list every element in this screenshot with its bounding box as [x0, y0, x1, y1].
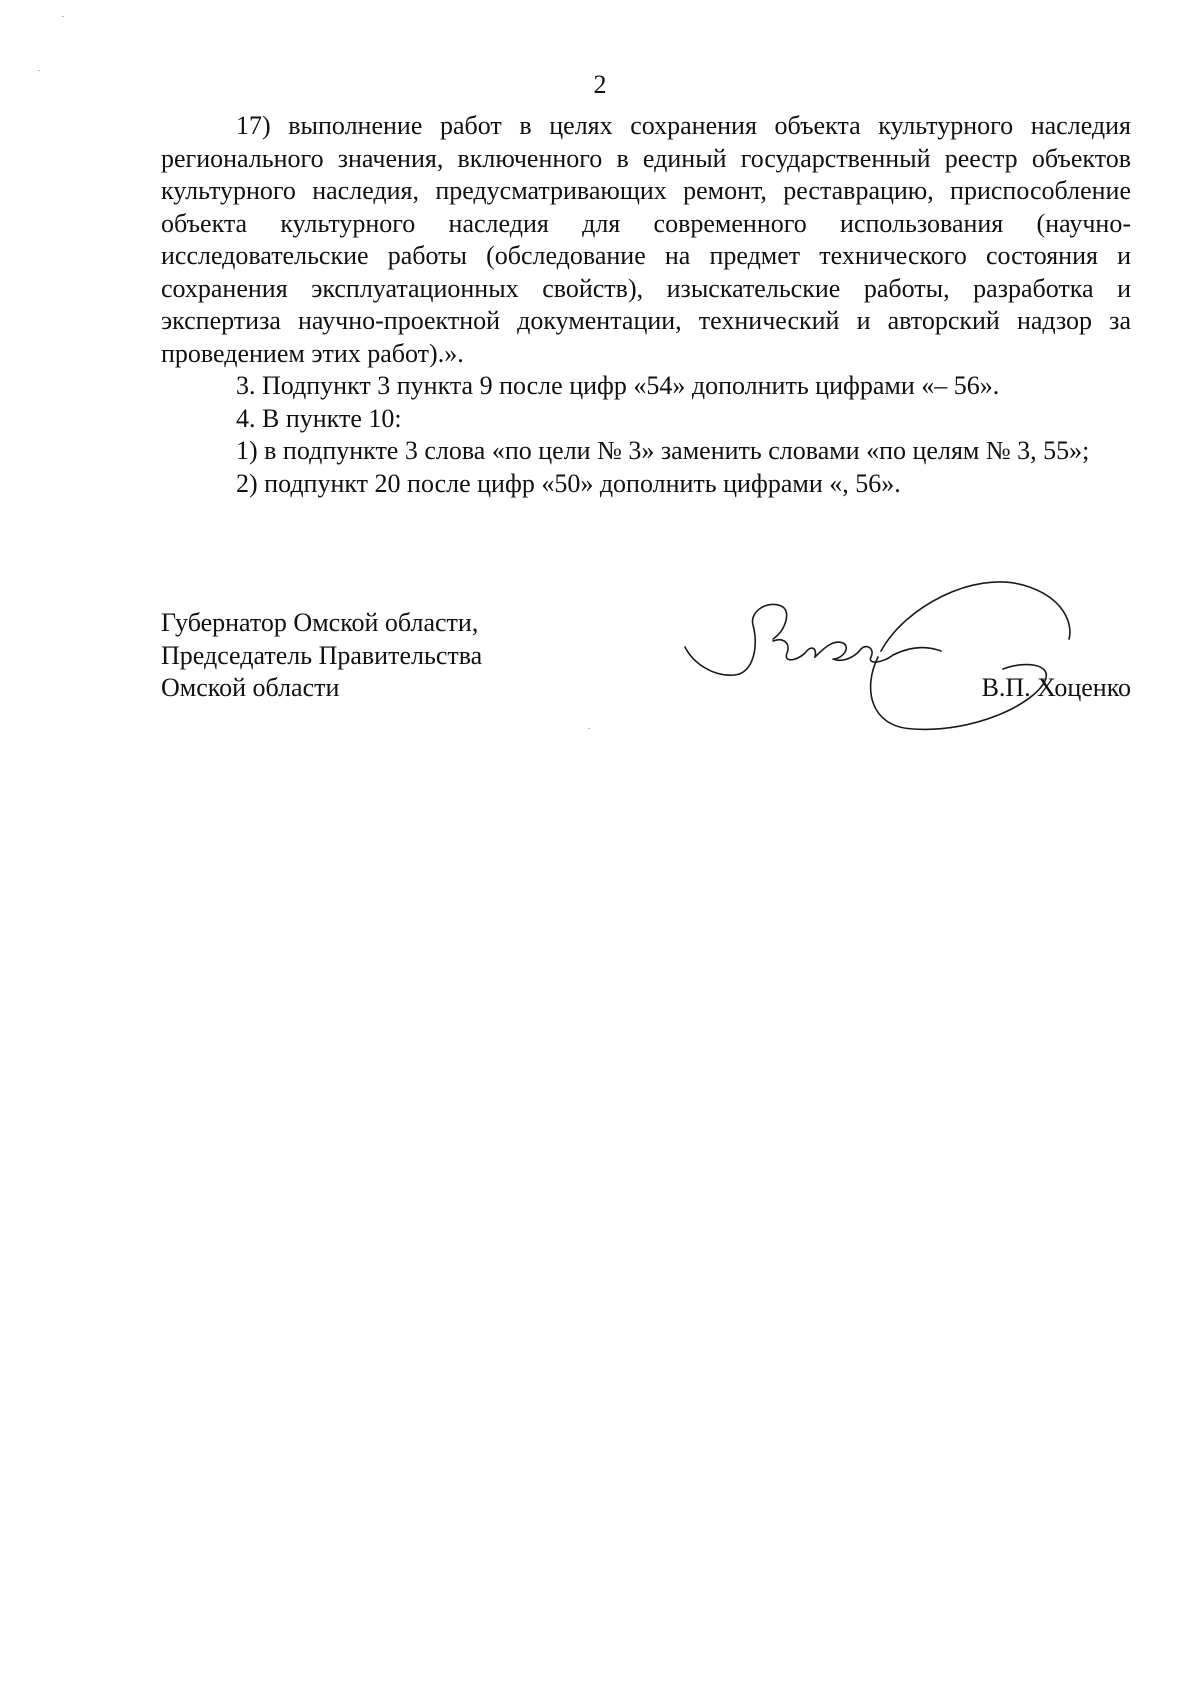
paragraph-subpoint-2: 2) подпункт 20 после цифр «50» дополнить цифрами «, 56».	[236, 468, 901, 498]
signer-name: В.П. Хоценко	[981, 673, 1131, 702]
signer-position-line: Омской области	[161, 673, 340, 702]
paragraph-point-4: 4. В пункте 10:	[236, 403, 402, 433]
paragraph-item-17: 17) выполнение работ в целях сохранения объекта культурного наследия регионального значения, включенного в единый государственный реестр объектов культурного наследия, предусматривающих ремонт, реставрацию, приспособление объекта культурного наследия для современного использования (научно-исследовательские работы (обследование на предмет технического состояния и сохранения эксплуатационных свойств), изыскательские работы, разработка и экспертиза научно-проектной документации, технический и авторский надзор за проведением этих работ).».	[161, 111, 1131, 368]
scan-speck	[62, 16, 64, 17]
signature-block	[161, 607, 1131, 757]
signer-position	[161, 607, 482, 705]
paragraph-subpoint-1: 1) в подпункте 3 слова «по цели № 3» заменить словами «по целям № 3, 55»;	[236, 436, 1090, 465]
document-body	[161, 110, 1131, 500]
scan-speck	[38, 70, 40, 71]
scan-speck	[588, 728, 590, 729]
signer-position-line: Губернатор Омской области,	[161, 608, 479, 637]
page-number: 2	[593, 70, 607, 99]
handwritten-signature	[673, 577, 1093, 737]
paragraph-point-3: 3. Подпункт 3 пункта 9 после цифр «54» дополнить цифрами «– 56».	[236, 371, 1000, 400]
signer-position-line: Председатель Правительства	[161, 640, 483, 670]
